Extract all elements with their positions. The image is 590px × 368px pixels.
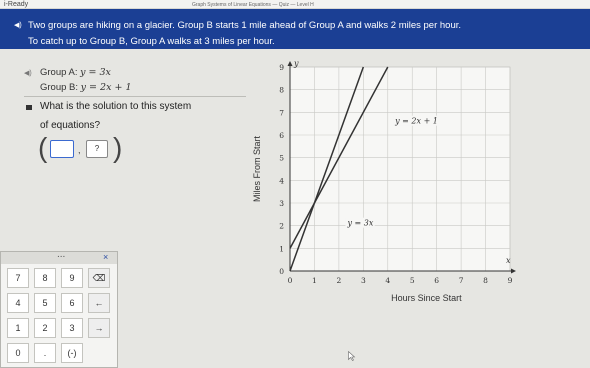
mouse-cursor-icon xyxy=(348,351,356,361)
problem-banner xyxy=(0,9,590,49)
key-3[interactable]: 3 xyxy=(61,318,83,338)
answer-close-paren: ) xyxy=(113,132,123,163)
x-tick-label: 2 xyxy=(336,276,342,285)
divider xyxy=(24,96,246,97)
y-tick-label: 6 xyxy=(279,131,284,140)
key-2[interactable]: 2 xyxy=(34,318,56,338)
y-tick-label: 2 xyxy=(279,221,284,231)
key-0[interactable]: 0 xyxy=(7,343,29,363)
drag-handle-icon[interactable]: ... xyxy=(57,249,66,260)
equation-group-a xyxy=(40,67,111,78)
x-tick-label: 0 xyxy=(287,276,293,285)
y-tick-label: 1 xyxy=(279,244,284,254)
x-tick-label: 6 xyxy=(434,276,440,285)
key-negative[interactable]: (-) xyxy=(61,343,83,363)
question-line-2: of equations? xyxy=(40,120,101,131)
x-tick-label: 7 xyxy=(458,276,464,285)
key-decimal[interactable]: . xyxy=(34,343,56,363)
answer-comma: , xyxy=(78,145,81,155)
x-tick-label: 9 xyxy=(507,276,513,285)
x-tick-label: 8 xyxy=(483,276,488,285)
key-8[interactable]: 8 xyxy=(34,268,56,288)
key-9[interactable]: 9 xyxy=(61,268,83,288)
y-tick-label: 8 xyxy=(279,85,284,95)
y-tick-label: 3 xyxy=(279,199,284,208)
key-6[interactable]: 6 xyxy=(61,293,83,313)
answer-x-input[interactable] xyxy=(50,140,74,158)
y-axis-symbol: y xyxy=(294,59,299,68)
key-7[interactable]: 7 xyxy=(7,268,29,288)
equation-label: Group A: xyxy=(40,67,81,78)
y-tick-label: 0 xyxy=(279,267,284,276)
brand-logo: i-Ready xyxy=(4,1,29,8)
backspace-icon[interactable]: ⌫ xyxy=(88,268,110,288)
y-tick-label: 9 xyxy=(279,63,284,72)
y-tick-label: 7 xyxy=(279,108,284,118)
x-tick-label: 1 xyxy=(312,276,317,285)
plot-area xyxy=(290,67,510,271)
key-1[interactable]: 1 xyxy=(7,318,29,338)
equation-expr: y = 3x xyxy=(80,67,111,78)
answer-y-input[interactable]: ? xyxy=(86,140,108,158)
quiz-title: Graph Systems of Linear Equations — Quiz — Level H xyxy=(192,1,314,8)
answer-open-paren: ( xyxy=(38,132,48,163)
key-4[interactable]: 4 xyxy=(7,293,29,313)
keypad-header[interactable] xyxy=(1,249,117,264)
x-tick-label: 5 xyxy=(409,276,415,285)
equation-group-b xyxy=(40,82,131,93)
x-axis-label: Hours Since Start xyxy=(391,293,462,303)
y-axis-arrow-icon xyxy=(288,61,293,66)
x-tick-label: 3 xyxy=(360,276,366,285)
problem-text-line-2: To catch up to Group B, Group A walks at 3 miles per hour. xyxy=(28,36,275,47)
arrow-right-icon[interactable]: → xyxy=(88,318,110,338)
number-keypad xyxy=(0,251,118,368)
arrow-left-icon[interactable]: ← xyxy=(88,293,110,313)
question-line-1: What is the solution to this system xyxy=(40,101,192,112)
line-graph xyxy=(254,55,534,320)
question-bullet-icon xyxy=(26,105,32,110)
series-label-1: y = 3x xyxy=(347,218,374,228)
speaker-icon[interactable]: ◀) xyxy=(14,22,22,29)
x-axis-arrow-icon xyxy=(511,269,516,274)
x-axis-symbol: x xyxy=(506,256,511,265)
equation-label: Group B: xyxy=(40,82,81,93)
close-keypad-icon[interactable]: × xyxy=(103,252,109,262)
y-tick-label: 5 xyxy=(279,153,284,163)
y-axis-label: Miles From Start xyxy=(252,135,262,203)
top-bar xyxy=(0,0,590,9)
series-label-2: y = 2x + 1 xyxy=(395,116,438,126)
x-tick-label: 4 xyxy=(385,276,391,285)
equations-speaker-icon[interactable]: ◀) xyxy=(24,70,32,77)
y-tick-label: 4 xyxy=(279,176,284,186)
key-5[interactable]: 5 xyxy=(34,293,56,313)
equation-expr: y = 2x + 1 xyxy=(80,82,132,93)
problem-text-line-1: Two groups are hiking on a glacier. Group B starts 1 mile ahead of Group A and walks 2 miles per hour. xyxy=(28,20,462,31)
